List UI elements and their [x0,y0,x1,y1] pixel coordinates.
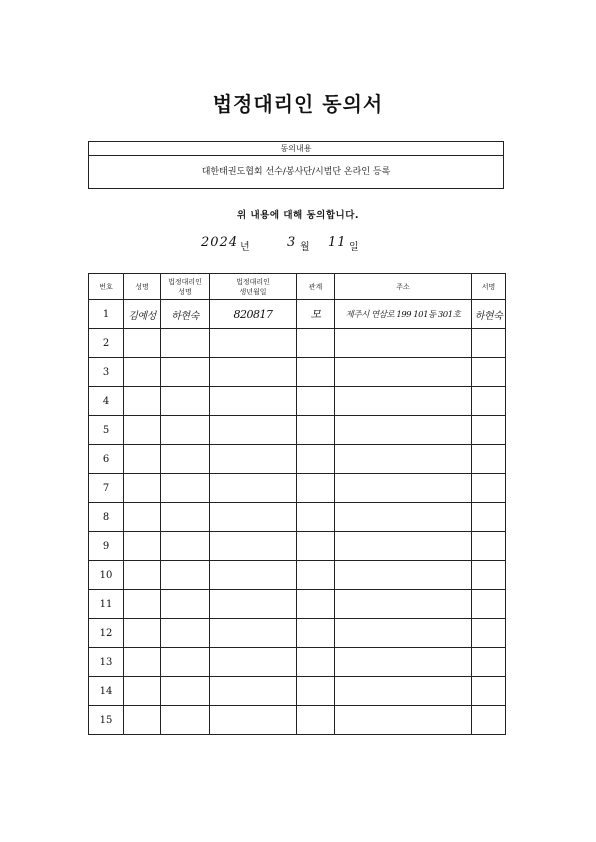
relation-cell [297,648,335,677]
signature-cell [472,619,506,648]
table-row [89,416,506,445]
guardian-name-cell [161,648,210,677]
row-number: 1 [89,300,124,329]
header-name: 성명 [124,274,161,300]
signature-cell [472,503,506,532]
relation-cell [297,561,335,590]
row-number: 8 [89,503,124,532]
relation-cell [297,358,335,387]
signature-cell [472,677,506,706]
table-row [89,329,506,358]
table-row [89,358,506,387]
row-number: 15 [89,706,124,735]
guardian-birthdate-cell: 820817 [210,300,297,329]
relation-cell [297,329,335,358]
relation-cell [297,503,335,532]
guardian-name-cell [161,387,210,416]
student-name-cell [124,416,161,445]
signature-cell [472,358,506,387]
signature-cell [472,590,506,619]
header-guardian-name: 법정대리인 성명 [161,274,210,300]
signature-cell [472,416,506,445]
consent-text: 대한태권도협회 선수/봉사단/시범단 온라인 등록 [201,167,391,177]
student-name-cell [124,532,161,561]
address-cell [335,706,472,735]
relation-cell [297,706,335,735]
row-number: 9 [89,532,124,561]
guardian-name-cell [161,358,210,387]
student-name-cell [124,358,161,387]
guardian-name-cell [161,561,210,590]
relation-cell: 모 [297,300,335,329]
consent-header: 동의내용 [89,142,503,156]
row-number: 13 [89,648,124,677]
row-number: 11 [89,590,124,619]
student-name-cell [124,648,161,677]
table-row [89,677,506,706]
table-row [89,300,506,329]
signature-cell [472,445,506,474]
table-row [89,706,506,735]
table-row [89,590,506,619]
table-row [89,474,506,503]
header-address: 주소 [335,274,472,300]
guardian-name-cell [161,619,210,648]
address-cell [335,648,472,677]
student-name-cell [124,445,161,474]
address-cell [335,358,472,387]
guardian-birthdate-cell [210,677,297,706]
table-header-row [89,274,506,300]
signature-cell [472,387,506,416]
student-name-cell [124,387,161,416]
address-cell [335,619,472,648]
student-name-cell [124,706,161,735]
guardian-birthdate-cell [210,387,297,416]
student-name-cell [124,561,161,590]
date-day-unit: 일 [349,242,359,253]
address-cell [335,445,472,474]
signature-cell [472,706,506,735]
guardian-birthdate-cell [210,648,297,677]
guardian-name-cell [161,677,210,706]
student-name-cell: 김예성 [124,300,161,329]
guardian-birthdate-cell [210,619,297,648]
table-row [89,503,506,532]
table-row [89,387,506,416]
guardian-birthdate-cell [210,358,297,387]
row-number: 6 [89,445,124,474]
signature-cell [472,532,506,561]
guardian-name-cell [161,590,210,619]
header-number: 번호 [89,274,124,300]
relation-cell [297,387,335,416]
guardian-birthdate-cell [210,416,297,445]
guardian-name-cell [161,474,210,503]
address-cell [335,329,472,358]
address-cell [335,677,472,706]
table-row [89,561,506,590]
document-title: 법정대리인 동의서 [212,92,384,116]
guardian-birthdate-cell [210,503,297,532]
date-month: 3 [287,235,297,250]
address-cell [335,532,472,561]
header-guardian-birthdate: 법정대리인 생년월일 [210,274,297,300]
guardian-signature-table [88,273,506,735]
signature-cell [472,561,506,590]
relation-cell [297,677,335,706]
row-number: 2 [89,329,124,358]
student-name-cell [124,329,161,358]
date-year-unit: 년 [240,242,250,253]
agreement-statement: 위 내용에 대해 동의합니다. [237,210,359,221]
table-row [89,532,506,561]
guardian-name-cell [161,503,210,532]
date-line [0,234,596,254]
table-row [89,648,506,677]
relation-cell [297,445,335,474]
consent-box [88,141,504,189]
relation-cell [297,619,335,648]
signature-cell [472,648,506,677]
guardian-name-cell [161,706,210,735]
signature-cell [472,329,506,358]
guardian-name-cell [161,416,210,445]
row-number: 10 [89,561,124,590]
row-number: 12 [89,619,124,648]
guardian-birthdate-cell [210,706,297,735]
header-signature: 서명 [472,274,506,300]
signature-cell: 하현숙 [472,300,506,329]
address-cell [335,416,472,445]
row-number: 5 [89,416,124,445]
row-number: 4 [89,387,124,416]
student-name-cell [124,619,161,648]
relation-cell [297,416,335,445]
address-cell [335,387,472,416]
guardian-name-cell [161,445,210,474]
guardian-birthdate-cell [210,474,297,503]
relation-cell [297,474,335,503]
guardian-birthdate-cell [210,329,297,358]
address-cell [335,590,472,619]
row-number: 3 [89,358,124,387]
student-name-cell [124,677,161,706]
date-month-unit: 월 [300,242,310,253]
table-body [89,300,506,735]
row-number: 14 [89,677,124,706]
student-name-cell [124,503,161,532]
student-name-cell [124,474,161,503]
table-row [89,445,506,474]
signature-cell [472,474,506,503]
guardian-birthdate-cell [210,590,297,619]
guardian-name-cell: 하현숙 [161,300,210,329]
address-cell [335,474,472,503]
row-number: 7 [89,474,124,503]
relation-cell [297,532,335,561]
header-relation: 관계 [297,274,335,300]
guardian-name-cell [161,329,210,358]
student-name-cell [124,590,161,619]
address-cell: 제주시 연삼로 199 101동 301호 [335,300,472,329]
table-row [89,619,506,648]
date-year: 2024 [201,235,239,250]
guardian-birthdate-cell [210,532,297,561]
guardian-birthdate-cell [210,561,297,590]
relation-cell [297,590,335,619]
address-cell [335,561,472,590]
address-cell [335,503,472,532]
guardian-name-cell [161,532,210,561]
guardian-birthdate-cell [210,445,297,474]
date-day: 11 [328,235,347,250]
